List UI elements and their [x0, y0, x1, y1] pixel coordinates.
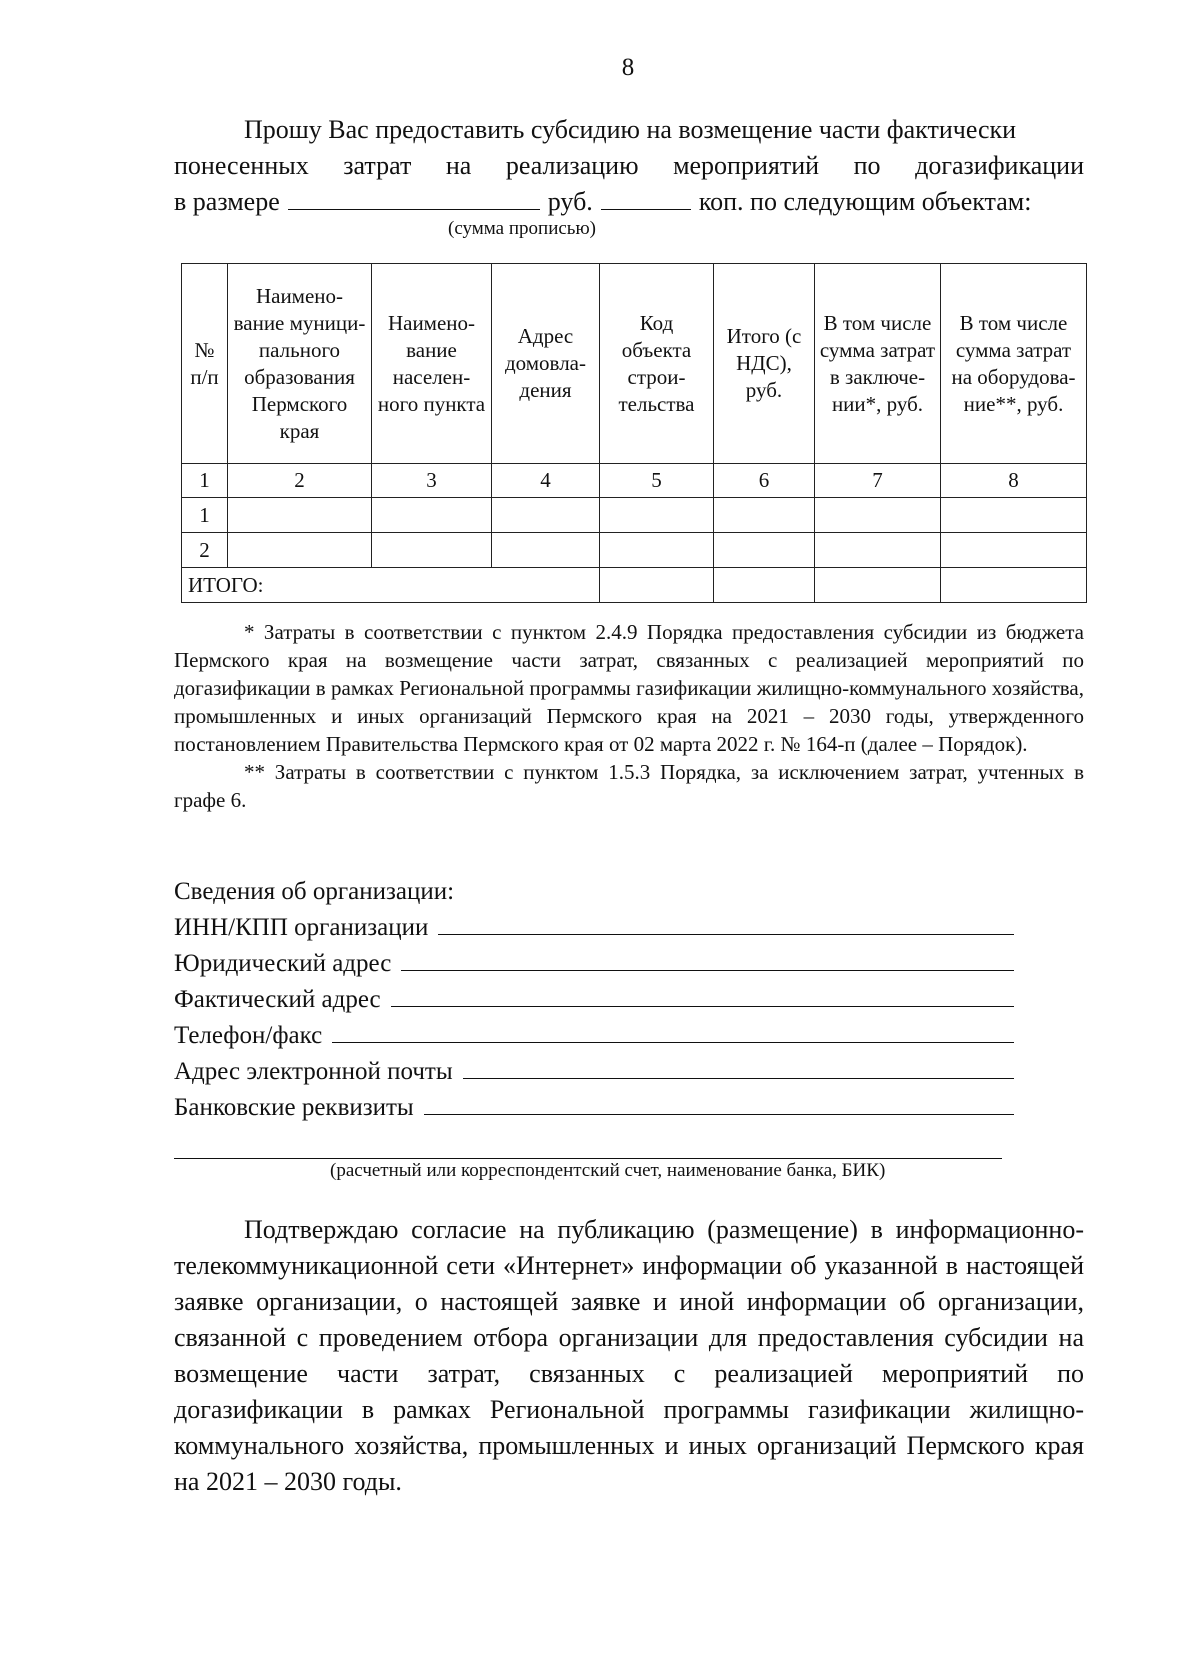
table-cell[interactable] — [600, 498, 714, 533]
header-cell: Код объекта строи-тельства — [600, 264, 714, 464]
footnote-2: ** Затраты в соответствии с пунктом 1.5.3 Порядка, за исключением затрат, учтенных в графе 6. — [174, 760, 1084, 812]
amount-rub-label: руб. — [547, 187, 593, 216]
column-number: 8 — [941, 464, 1087, 498]
request-word: затрат — [343, 151, 412, 180]
actual-address-blank[interactable] — [391, 986, 1014, 1007]
amount-suffix: коп. по следующим объектам: — [698, 187, 1032, 216]
footnotes — [174, 618, 1084, 814]
header-cell: Наимено-вание населен-ного пункта — [372, 264, 492, 464]
row-number: 2 — [182, 533, 228, 568]
page-number: 8 — [621, 54, 635, 81]
organization-heading: Сведения об организации: — [174, 878, 455, 905]
objects-table — [181, 263, 1087, 603]
field-label: Юридический адрес — [174, 950, 392, 977]
request-word: реализацию — [505, 151, 639, 180]
table-cell[interactable] — [941, 498, 1087, 533]
field-label: Телефон/факс — [174, 1022, 323, 1049]
total-label: ИТОГО: — [182, 568, 600, 603]
total-cell[interactable] — [815, 568, 941, 603]
total-cell[interactable] — [941, 568, 1087, 603]
request-word: догазификации — [915, 151, 1084, 180]
field-label: ИНН/КПП организации — [174, 914, 429, 941]
table-cell[interactable] — [372, 533, 492, 568]
inn-kpp-blank[interactable] — [438, 914, 1014, 935]
request-word: на — [445, 151, 472, 180]
email-blank[interactable] — [463, 1058, 1014, 1079]
request-line-3 — [174, 184, 1084, 220]
org-field-actual-address — [174, 986, 1014, 1022]
organization-heading-row — [174, 878, 1014, 914]
org-field-legal-address — [174, 950, 1014, 986]
org-field-bank — [174, 1094, 1014, 1130]
header-cell: № п/п — [182, 264, 228, 464]
footnote-1: * Затраты в соответствии с пунктом 2.4.9 Порядка предоставления субсидии из бюджета Пермского края на возмещение части затрат, связанных с реализацией мероприятий по догазификации в рамках Региональной программы газификации жилищно-коммунального хозяйства, промышленных и иных организаций Пермского края на 2021 – 2030 годы, утвержденного постановлением Правительства Пермского края от 02 марта 2022 г. № 164-п (далее – Порядок). — [174, 620, 1084, 756]
org-field-phone — [174, 1022, 1014, 1058]
table-cell[interactable] — [941, 533, 1087, 568]
request-word: по — [853, 151, 881, 180]
org-field-email — [174, 1058, 1014, 1094]
request-line-2 — [174, 148, 1084, 184]
table-cell[interactable] — [228, 533, 372, 568]
consent-paragraph — [174, 1212, 1084, 1500]
header-cell: Адрес домовла-дения — [492, 264, 600, 464]
field-label: Адрес электронной почты — [174, 1058, 453, 1085]
column-number: 5 — [600, 464, 714, 498]
amount-prefix: в размере — [174, 187, 280, 216]
table-cell[interactable] — [815, 498, 941, 533]
column-number: 6 — [714, 464, 815, 498]
table-cell[interactable] — [714, 498, 815, 533]
subsidy-request-paragraph — [174, 112, 1084, 220]
table-row — [182, 533, 1087, 568]
amount-kop-blank[interactable] — [601, 187, 691, 210]
table-cell[interactable] — [600, 533, 714, 568]
org-field-inn — [174, 914, 1014, 950]
total-row — [182, 568, 1087, 603]
table-row — [182, 498, 1087, 533]
legal-address-blank[interactable] — [401, 950, 1014, 971]
header-cell: В том числе сумма затрат в заключе-нии*, руб. — [815, 264, 941, 464]
header-cell: Наимено-вание муници-пального образования Пермского края — [228, 264, 372, 464]
bank-details-blank[interactable] — [424, 1094, 1014, 1115]
table-cell[interactable] — [714, 533, 815, 568]
table-cell[interactable] — [228, 498, 372, 533]
bank-caption: (расчетный или корреспондентский счет, наименование банка, БИК) — [330, 1160, 886, 1181]
field-label: Фактический адрес — [174, 986, 381, 1013]
total-cell[interactable] — [714, 568, 815, 603]
request-line-1: Прошу Вас предоставить субсидию на возмещение части фактически — [244, 115, 1017, 144]
request-word: понесенных — [174, 151, 309, 180]
phone-fax-blank[interactable] — [332, 1022, 1014, 1043]
table-cell[interactable] — [492, 533, 600, 568]
bank-details-extra-line[interactable] — [174, 1130, 1002, 1159]
table-cell[interactable] — [815, 533, 941, 568]
sum-caption: (сумма прописью) — [448, 218, 596, 239]
header-cell: Итого (с НДС), руб. — [714, 264, 815, 464]
column-number: 1 — [182, 464, 228, 498]
table-header-row — [182, 264, 1087, 464]
row-number: 1 — [182, 498, 228, 533]
organization-info — [174, 878, 1014, 1159]
field-label: Банковские реквизиты — [174, 1094, 414, 1121]
column-number: 4 — [492, 464, 600, 498]
consent-text: Подтверждаю согласие на публикацию (размещение) в информационно-телекоммуникационной сети «Интернет» информации об указанной в настоящей заявке организации, о настоящей заявке и иной информации об организации, связанной с проведением отбора организации для предоставления субсидии на возмещение части затрат, связанных с реализацией мероприятий по догазификации в рамках Региональной программы газификации жилищно-коммунального хозяйства, промышленных и иных организаций Пермского края на 2021 – 2030 годы. — [174, 1215, 1084, 1496]
column-number-row — [182, 464, 1087, 498]
amount-rub-blank[interactable] — [288, 187, 540, 210]
column-number: 7 — [815, 464, 941, 498]
column-number: 3 — [372, 464, 492, 498]
table-cell[interactable] — [372, 498, 492, 533]
column-number: 2 — [228, 464, 372, 498]
request-word: мероприятий — [673, 151, 820, 180]
total-cell[interactable] — [600, 568, 714, 603]
table-cell[interactable] — [492, 498, 600, 533]
header-cell: В том числе сумма затрат на оборудова-ние**, руб. — [941, 264, 1087, 464]
